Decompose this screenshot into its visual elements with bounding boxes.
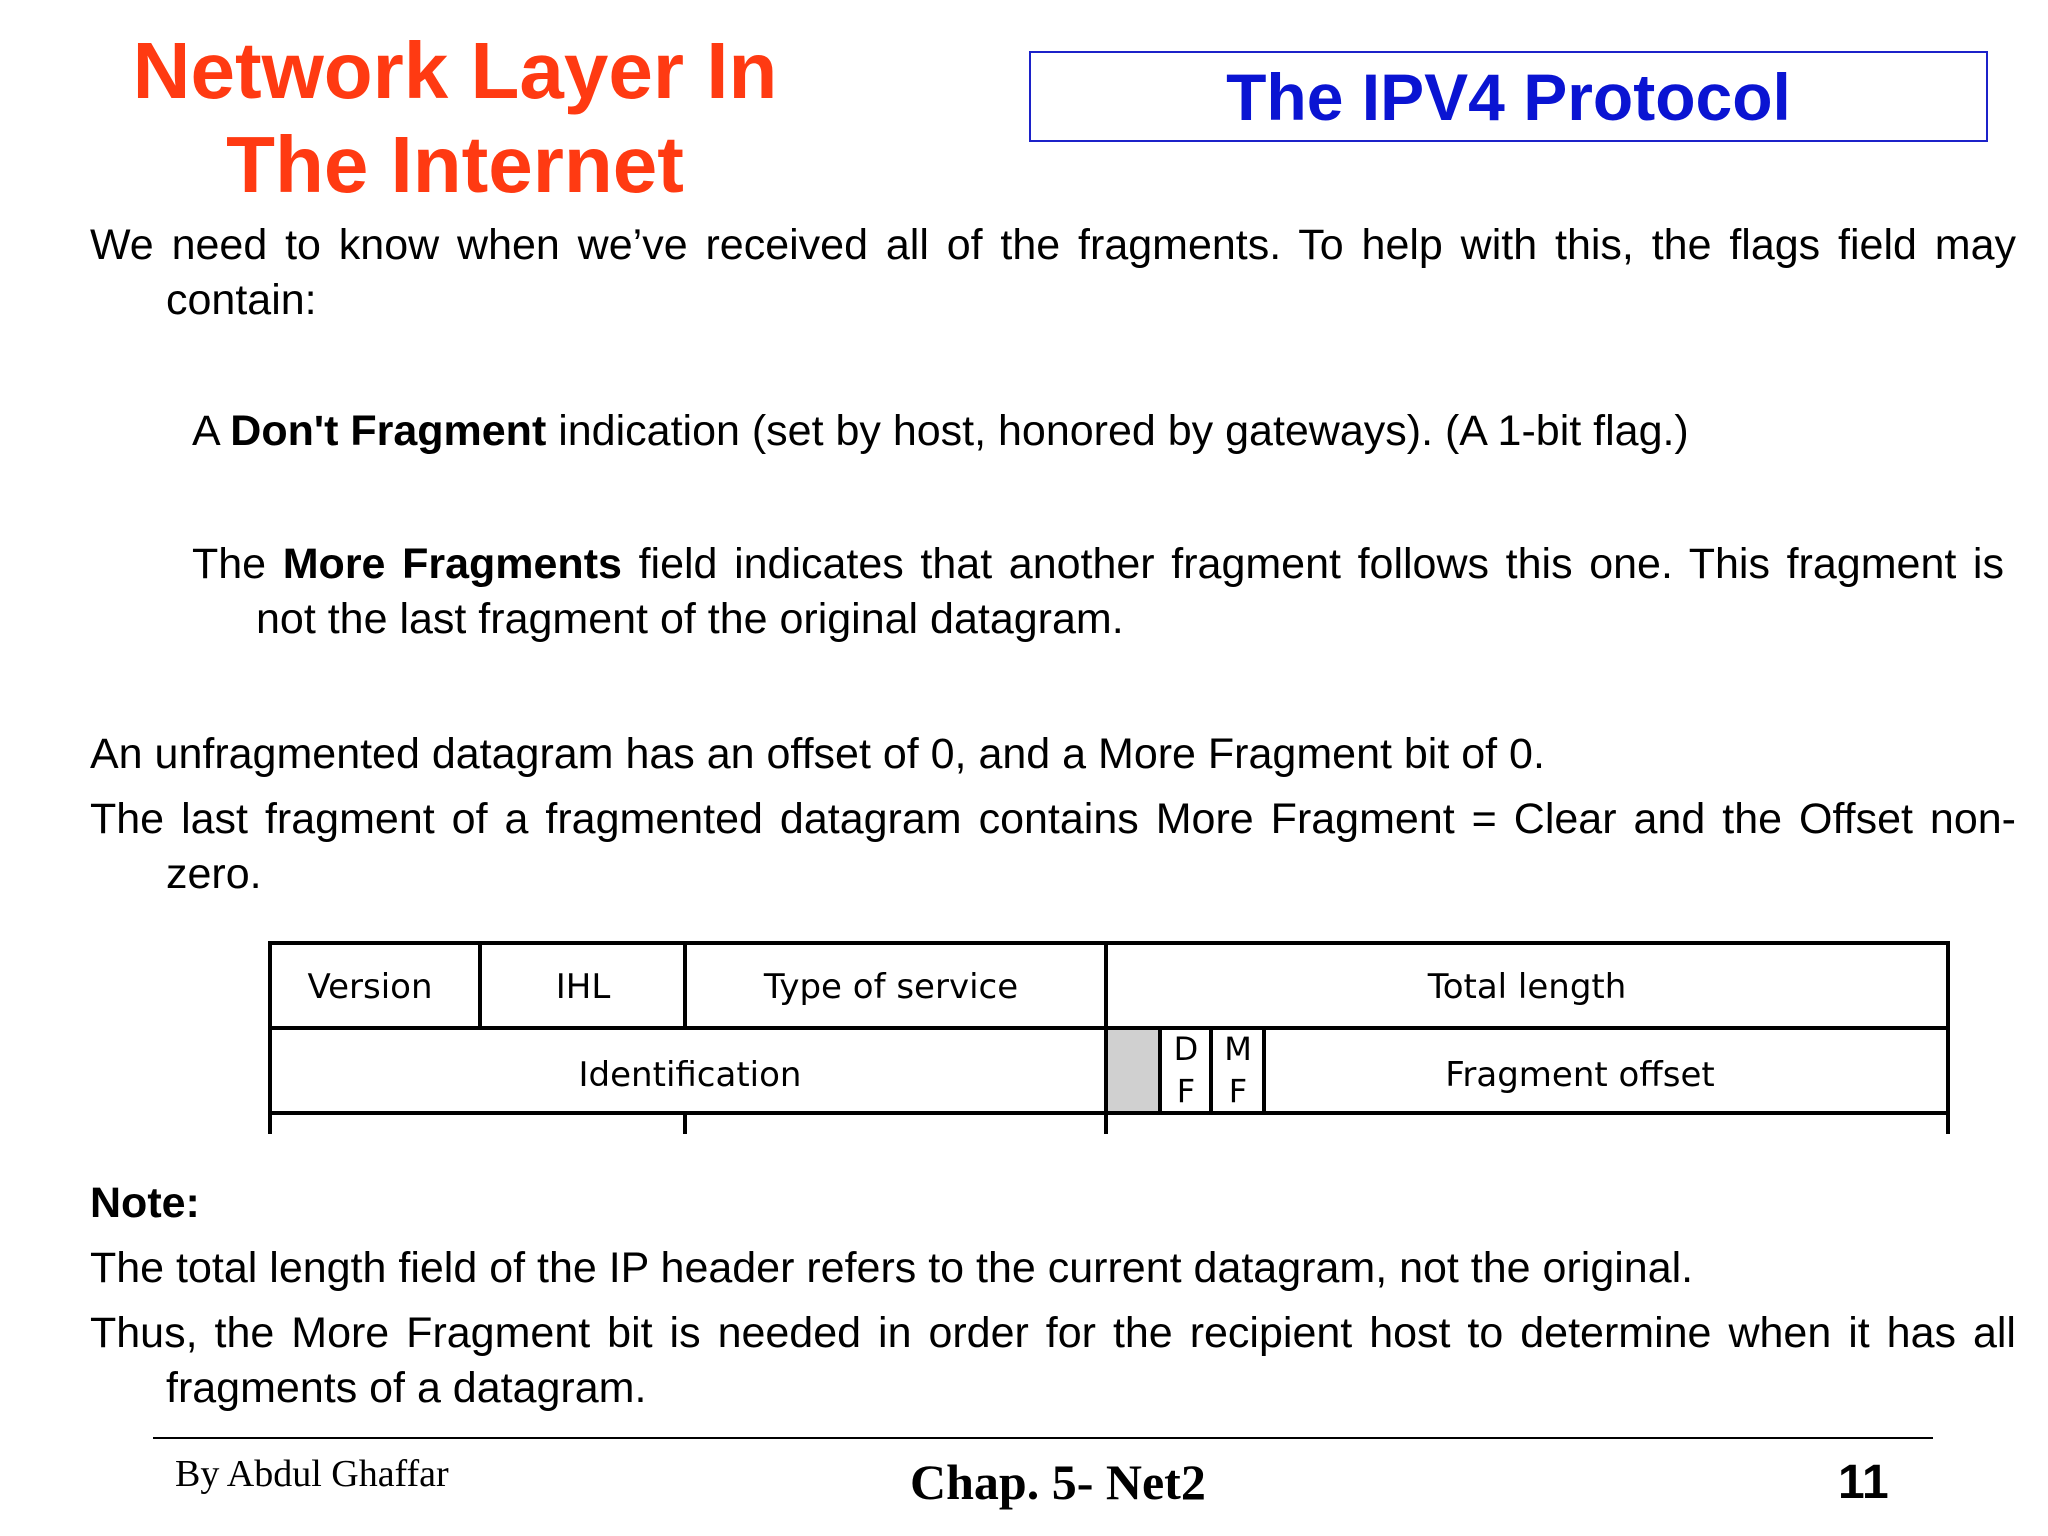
dont-fragment-prefix: A — [192, 407, 231, 455]
field-type-of-service: Type of service — [763, 967, 1019, 1007]
note-label: Note: — [90, 1179, 200, 1227]
note-line2: Thus, the More Fragment bit is needed in order for the recipient host to determine when it has all fragments of a datagram. — [90, 1309, 2016, 1412]
field-ihl: IHL — [555, 967, 611, 1007]
footer-page-number: 11 — [1838, 1456, 1889, 1509]
flag-df-bottom: F — [1176, 1072, 1196, 1110]
slide-title-line2: The Internet — [226, 120, 684, 209]
more-fragments-term: More Fragments — [282, 540, 622, 588]
field-version: Version — [307, 967, 433, 1007]
last-fragment-paragraph: The last fragment of a fragmented datagram contains More Fragment = Clear and the Offset non-zero. — [90, 795, 2016, 898]
more-fragments-text: field indicates that another fragment follows this one. This fragment is not the last fragment of the original datagram. — [256, 540, 2004, 643]
footer-author: By Abdul Ghaffar — [175, 1453, 449, 1495]
field-identification: Identification — [578, 1055, 802, 1095]
intro-paragraph: We need to know when we’ve received all of the fragments. To help with this, the flags field may contain: — [90, 221, 2016, 324]
note-line1: The total length field of the IP header refers to the current datagram, not the original. — [90, 1244, 1694, 1292]
footer-chapter: Chap. 5- Net2 — [910, 1454, 1206, 1510]
footer-divider — [153, 1437, 1933, 1439]
slide-title-line1: Network Layer In — [132, 26, 778, 115]
field-fragment-offset: Fragment offset — [1445, 1055, 1715, 1095]
flag-df-top: D — [1173, 1030, 1199, 1068]
flag-mf-bottom: F — [1228, 1072, 1248, 1110]
unfragmented-paragraph: An unfragmented datagram has an offset of 0, and a More Fragment bit of 0. — [90, 730, 1545, 778]
more-fragments-prefix: The — [192, 540, 283, 588]
field-total-length: Total length — [1427, 967, 1627, 1007]
flag-mf-top: M — [1224, 1030, 1252, 1068]
unused-flag-bit — [1107, 1030, 1159, 1113]
dont-fragment-text: indication (set by host, honored by gateways). (A 1-bit flag.) — [546, 407, 1689, 455]
dont-fragment-term: Don't Fragment — [230, 407, 547, 455]
subtitle: The IPV4 Protocol — [1226, 59, 1791, 134]
